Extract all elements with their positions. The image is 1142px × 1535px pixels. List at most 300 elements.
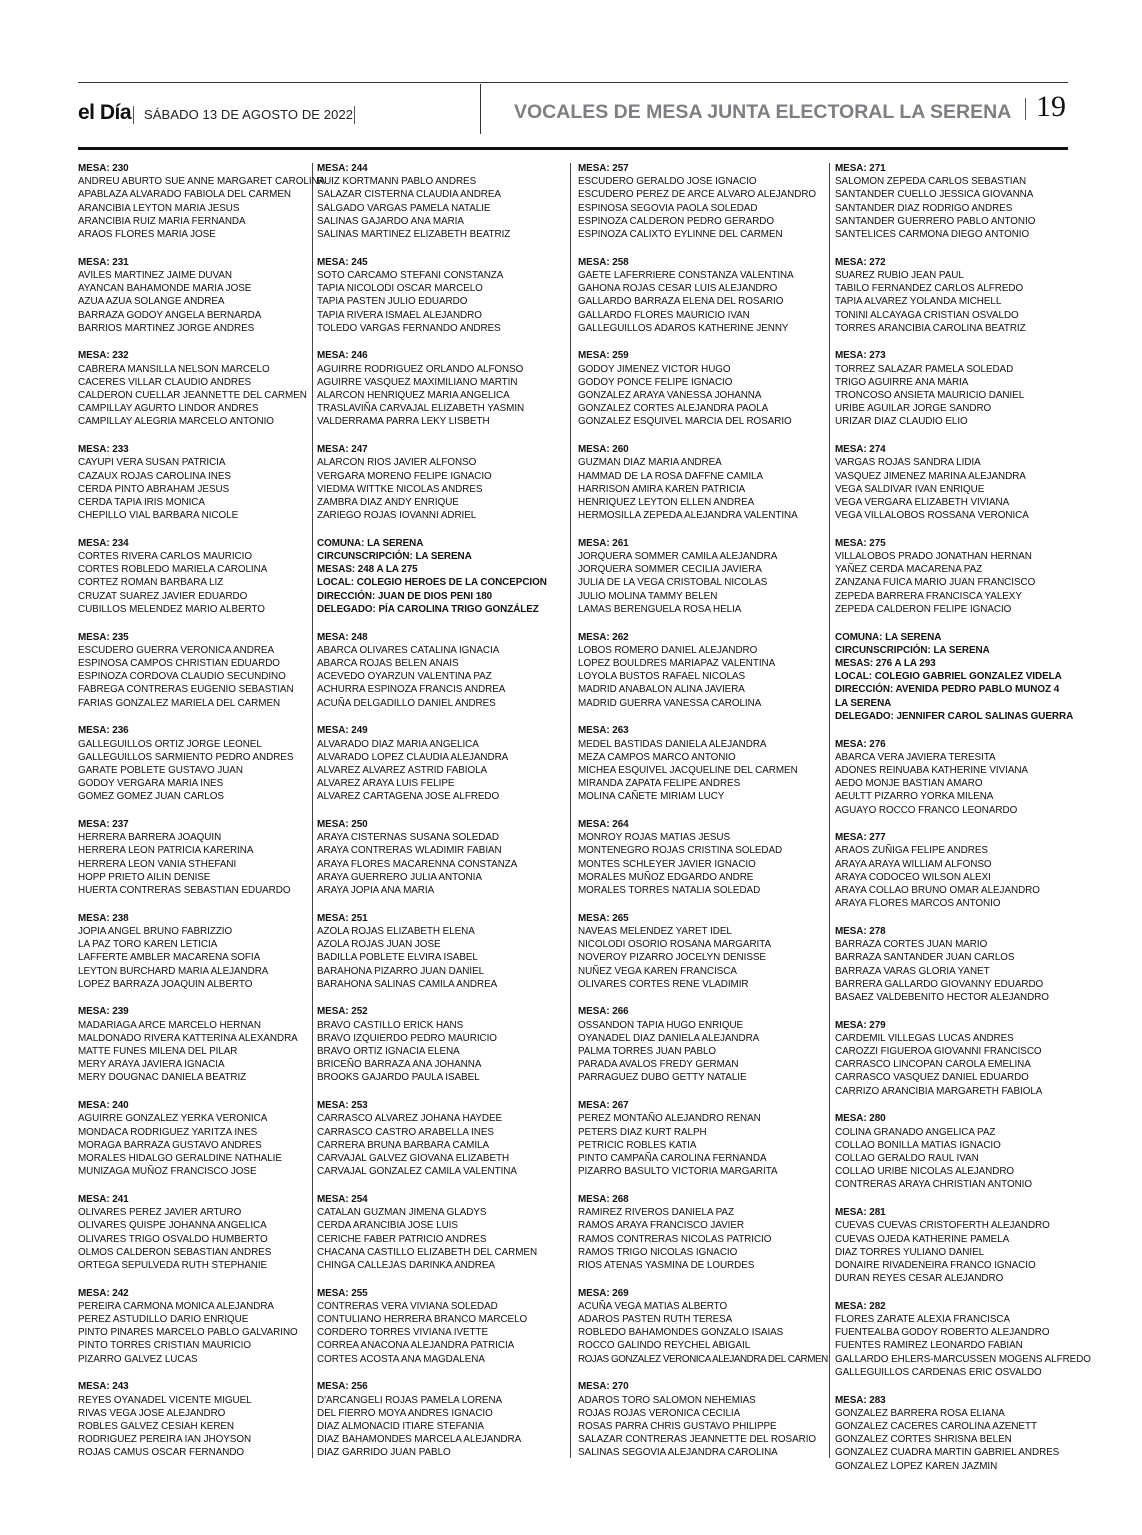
vocal-name: ABARCA VERA JAVIERA TERESITA [835,751,996,763]
mesa-number: MESA: 248 [317,631,368,643]
vocal-name: CORTEZ ROMAN BARBARA LIZ [78,577,224,589]
mesa-number: MESA: 282 [835,1300,886,1312]
header-bottom-rule [78,147,1068,150]
vocal-name: GONZALEZ CORTES ALEJANDRA PAOLA [578,403,769,415]
vocal-name: TABILO FERNANDEZ CARLOS ALFREDO [835,283,1024,295]
mesa-number: MESA: 265 [578,912,629,924]
vocal-name: ZAMBRA DIAZ ANDY ENRIQUE [317,496,459,508]
mesa-block [578,162,823,241]
mesa-number: MESA: 260 [578,444,629,456]
vocal-name: DIAZ ALMONACID ITIARE STEFANIA [317,1420,484,1432]
vocal-name: JOPIA ANGEL BRUNO FABRIZZIO [78,925,233,937]
mesa-block [578,912,823,991]
vocal-name: HUERTA CONTRERAS SEBASTIAN EDUARDO [78,885,291,897]
mesa-block [578,1005,823,1084]
vocal-name: ROJAS GONZALEZ VERONICA ALEJANDRA DEL CARMEN [578,1353,828,1365]
column-1 [78,162,326,1474]
mesa-number: MESA: 256 [317,1381,368,1393]
header-separator [354,106,355,124]
mesa-block [317,818,562,897]
vocal-name: CUBILLOS MELENDEZ MARIO ALBERTO [78,603,265,615]
vocal-name: ESCUDERO GERALDO JOSE IGNACIO [578,176,757,188]
mesa-number: MESA: 275 [835,537,886,549]
vocal-name: VERGARA MORENO FELIPE IGNACIO [317,470,492,482]
vocal-name: VASQUEZ JIMENEZ MARINA ALEJANDRA [835,470,1026,482]
header-separator [133,106,134,124]
vocal-name: ALVAREZ CARTAGENA JOSE ALFREDO [317,791,500,803]
mesa-block [317,1005,562,1084]
vocal-name: RIOS ATENAS YASMINA DE LOURDES [578,1259,755,1271]
vocal-name: PEREZ MONTAÑO ALEJANDRO RENAN [578,1113,761,1125]
vocal-name: GONZALEZ ARAYA VANESSA JOHANNA [578,390,762,402]
vocal-name: CRUZAT SUAREZ JAVIER EDUARDO [78,590,248,602]
vocal-name: MATTE FUNES MILENA DEL PILAR [78,1046,238,1058]
vocal-name: ROJAS CAMUS OSCAR FERNANDO [78,1447,245,1459]
vocal-name: PETERS DIAZ KURT RALPH [578,1126,707,1138]
vocal-name: MUNIZAGA MUÑOZ FRANCISCO JOSE [78,1166,257,1178]
vocal-name: BRAVO IZQUIERDO PEDRO MAURICIO [317,1032,497,1044]
vocal-name: GODOY VERGARA MARIA INES [78,778,224,790]
mesa-block [78,631,323,710]
vocal-name: PIZARRO GALVEZ LUCAS [78,1353,198,1365]
vocal-name: BROOKS GAJARDO PAULA ISABEL [317,1072,480,1084]
header-separator [1025,98,1026,120]
vocal-name: AGUIRRE RODRIGUEZ ORLANDO ALFONSO [317,363,524,375]
vocal-name: LOBOS ROMERO DANIEL ALEJANDRO [578,644,758,656]
vocal-name: FABREGA CONTRERAS EUGENIO SEBASTIAN [78,684,294,696]
vocal-name: MICHEA ESQUIVEL JACQUELINE DEL CARMEN [578,764,798,776]
vocal-name: CATALAN GUZMAN JIMENA GLADYS [317,1207,487,1219]
mesa-number: MESA: 266 [578,1006,629,1018]
vocal-name: OLIVARES CORTES RENE VLADIMIR [578,978,749,990]
vocal-name: TRONCOSO ANSIETA MAURICIO DANIEL [835,390,1025,402]
vocal-name: ADONES REINUABA KATHERINE VIVIANA [835,764,1028,776]
vocal-name: ESCUDERO GUERRA VERONICA ANDREA [78,644,274,656]
mesa-block [835,162,1080,241]
mesa-block [578,631,823,710]
vocal-name: ADAROS PASTEN RUTH TERESA [578,1314,733,1326]
vocal-name: ALVARADO LOPEZ CLAUDIA ALEJANDRA [317,751,509,763]
vocal-name: COLINA GRANADO ANGELICA PAZ [835,1126,996,1138]
mesa-block [317,724,562,803]
vocal-name: MADRID ANABALON ALINA JAVIERA [578,684,745,696]
mesa-block [317,443,562,522]
vocal-name: ABARCA ROJAS BELEN ANAIS [317,658,459,669]
vocal-name: BARAHONA SALINAS CAMILA ANDREA [317,978,498,990]
vocal-name: PEREZ ASTUDILLO DARIO ENRIQUE [78,1314,249,1326]
vocal-name: CHINGA CALLEJAS DARINKA ANDREA [317,1259,495,1271]
mesa-number: MESA: 247 [317,444,368,456]
vocal-name: NICOLODI OSORIO ROSANA MARGARITA [578,939,772,951]
vocal-name: GARATE POBLETE GUSTAVO JUAN [78,764,243,776]
column-3 [578,162,828,1474]
vocal-name: SALAZAR CISTERNA CLAUDIA ANDREA [317,189,501,201]
vocal-name: MOLINA CAÑETE MIRIAM LUCY [578,791,725,803]
vocal-name: DONAIRE RIVADENEIRA FRANCO IGNACIO [835,1259,1036,1271]
vocal-name: TORREZ SALAZAR PAMELA SOLEDAD [835,363,1014,375]
vocal-name: ZEPEDA CALDERON FELIPE IGNACIO [835,603,1012,615]
mesa-number: MESA: 235 [78,631,129,643]
mesa-block [835,1394,1080,1473]
vocal-name: GONZALEZ ESQUIVEL MARCIA DEL ROSARIO [578,416,792,428]
vocal-name: MEDEL BASTIDAS DANIELA ALEJANDRA [578,738,767,750]
mesa-block [835,925,1080,1004]
vocal-name: ARAOS FLORES MARIA JOSE [78,229,216,241]
vocal-name: BASAEZ VALDEBENITO HECTOR ALEJANDRO [835,991,1049,1003]
mesa-block [78,1193,323,1272]
location-line: LOCAL: COLEGIO HEROES DE LA CONCEPCION [317,577,547,589]
vocal-name: CONTRERAS VERA VIVIANA SOLEDAD [317,1300,498,1312]
vocal-name: AYANCAN BAHAMONDE MARIA JOSE [78,283,252,295]
vocal-name: GODOY JIMENEZ VICTOR HUGO [578,363,731,375]
location-line: MESAS: 248 A LA 275 [317,564,418,576]
vocal-name: GONZALEZ CORTES SHRISNA BELEN [835,1434,1012,1446]
vocal-name: URIZAR DIAZ CLAUDIO ELIO [835,416,968,428]
location-line: DELEGADO: PÍA CAROLINA TRIGO GONZÁLEZ [317,603,539,615]
vocal-name: GAETE LAFERRIERE CONSTANZA VALENTINA [578,269,794,281]
mesa-block [317,1099,562,1178]
mesa-block [317,256,562,335]
vocal-name: SOTO CARCAMO STEFANI CONSTANZA [317,269,504,281]
vocal-name: GALLARDO EHLERS-MARCUSSEN MOGENS ALFREDO [835,1353,1091,1365]
header-divider [480,84,481,134]
page-header [78,84,1068,144]
vocal-name: ROBLES GALVEZ CESIAH KEREN [78,1420,235,1432]
vocal-name: OSSANDON TAPIA HUGO ENRIQUE [578,1019,744,1031]
vocal-name: JORQUERA SOMMER CECILIA JAVIERA [578,564,762,576]
vocal-name: ACEVEDO OYARZUN VALENTINA PAZ [317,671,492,683]
mesa-block [78,256,323,335]
vocal-name: GAHONA ROJAS CESAR LUIS ALEJANDRO [578,283,778,295]
mesa-block [78,537,323,616]
vocal-name: ZARIEGO ROJAS IOVANNI ADRIEL [317,510,477,522]
vocal-name: GALLARDO FLORES MAURICIO IVAN [578,309,750,321]
vocal-name: ARAOS ZUÑIGA FELIPE ANDRES [835,845,988,857]
vocal-name: RAMOS ARAYA FRANCISCO JAVIER [578,1220,744,1232]
mesa-number: MESA: 272 [835,256,886,268]
vocal-name: MERY DOUGNAC DANIELA BEATRIZ [78,1072,247,1084]
vocal-name: CARVAJAL GONZALEZ CAMILA VALENTINA [317,1166,517,1178]
mesa-number: MESA: 283 [835,1394,886,1406]
mesa-block [78,724,323,803]
vocal-name: TOLEDO VARGAS FERNANDO ANDRES [317,322,501,334]
vocal-name: BARRERA GALLARDO GIOVANNY EDUARDO [835,978,1044,990]
mesa-block [317,631,562,710]
vocal-name: ABARCA OLIVARES CATALINA IGNACIA [317,644,500,656]
vocal-name: CARRASCO VASQUEZ DANIEL EDUARDO [835,1072,1029,1084]
mesa-number: MESA: 253 [317,1100,368,1112]
vocal-name: VALDERRAMA PARRA LEKY LISBETH [317,416,490,428]
vocal-name: HOPP PRIETO AILIN DENISE [78,871,211,883]
vocal-name: TAPIA RIVERA ISMAEL ALEJANDRO [317,309,482,321]
mesa-block [317,162,562,241]
vocal-name: ZEPEDA BARRERA FRANCISCA YALEXY [835,590,1022,602]
mesa-number: MESA: 279 [835,1019,886,1031]
vocal-name: VARGAS ROJAS SANDRA LIDIA [835,457,981,469]
vocal-name: LOPEZ BOULDRES MARIAPAZ VALENTINA [578,658,776,669]
vocal-name: CARRASCO ALVAREZ JOHANA HAYDEE [317,1113,503,1125]
mesa-block [578,1380,823,1459]
vocal-name: CORTES ACOSTA ANA MAGDALENA [317,1353,485,1365]
location-line: COMUNA: LA SERENA [835,631,942,643]
vocal-name: CAMPILLAY AGURTO LINDOR ANDRES [78,403,259,415]
vocal-name: MONROY ROJAS MATIAS JESUS [578,832,731,844]
mesa-number: MESA: 267 [578,1100,629,1112]
vocal-name: MERY ARAYA JAVIERA IGNACIA [78,1059,225,1071]
vocal-name: FUENTEALBA GODOY ROBERTO ALEJANDRO [835,1327,1050,1339]
vocal-name: BADILLA POBLETE ELVIRA ISABEL [317,952,478,964]
mesa-block [78,1005,323,1084]
vocal-name: SALINAS GAJARDO ANA MARIA [317,215,464,227]
vocal-name: SALINAS MARTINEZ ELIZABETH BEATRIZ [317,229,511,241]
vocal-name: OLIVARES TRIGO OSVALDO HUMBERTO [78,1233,268,1245]
vocal-name: DIAZ TORRES YULIANO DANIEL [835,1246,985,1258]
vocal-name: ARANCIBIA LEYTON MARIA JESUS [78,202,240,214]
vocal-name: SUAREZ RUBIO JEAN PAUL [835,269,964,281]
vocal-name: AZOLA ROJAS JUAN JOSE [317,939,441,951]
mesa-number: MESA: 252 [317,1006,368,1018]
vocal-name: VEGA VERGARA ELIZABETH VIVIANA [835,496,1010,508]
vocal-name: ESPINOZA CALIXTO EYLINNE DEL CARMEN [578,229,783,241]
vocal-name: GONZALEZ BARRERA ROSA ELIANA [835,1407,1005,1419]
vocal-name: GOMEZ GOMEZ JUAN CARLOS [78,791,224,803]
mesa-number: MESA: 251 [317,912,368,924]
vocal-name: MEZA CAMPOS MARCO ANTONIO [578,751,736,763]
vocal-name: MORAGA BARRAZA GUSTAVO ANDRES [78,1139,262,1151]
vocal-name: CERDA TAPIA IRIS MONICA [78,496,205,508]
mesa-block [578,443,823,522]
vocal-name: ARAYA COLLAO BRUNO OMAR ALEJANDRO [835,885,1040,897]
mesa-block [78,1099,323,1178]
mesa-block [78,1287,323,1366]
mesa-block [835,349,1080,428]
vocal-name: CAZAUX ROJAS CAROLINA INES [78,470,231,482]
vocal-name: CONTRERAS ARAYA CHRISTIAN ANTONIO [835,1179,1032,1191]
vocal-name: ALARCON RIOS JAVIER ALFONSO [317,457,477,469]
mesa-block [578,818,823,897]
vocal-name: MONTENEGRO ROJAS CRISTINA SOLEDAD [578,845,783,857]
vocal-name: CARRERA BRUNA BARBARA CAMILA [317,1139,490,1151]
vocal-name: AGUIRRE GONZALEZ YERKA VERONICA [78,1113,268,1125]
vocal-name: LOYOLA BUSTOS RAFAEL NICOLAS [578,671,746,683]
mesa-block [78,443,323,522]
vocal-name: ROBLEDO BAHAMONDES GONZALO ISAIAS [578,1327,784,1339]
vocal-name: MONDACA RODRIGUEZ YARITZA INES [78,1126,258,1138]
vocal-name: RIVAS VEGA JOSE ALEJANDRO [78,1407,226,1419]
mesa-block [835,738,1080,817]
vocal-name: ZANZANA FUICA MARIO JUAN FRANCISCO [835,577,1036,589]
mesa-number: MESA: 268 [578,1193,629,1205]
mesa-number: MESA: 270 [578,1381,629,1393]
mesa-number: MESA: 273 [835,350,886,362]
vocal-name: RAMOS CONTRERAS NICOLAS PATRICIO [578,1233,772,1245]
mesa-number: MESA: 237 [78,819,129,831]
mesa-block [78,349,323,428]
vocal-name: ADAROS TORO SALOMON NEHEMIAS [578,1394,756,1406]
vocal-name: ARANCIBIA RUIZ MARIA FERNANDA [78,215,246,227]
vocal-name: LAFFERTE AMBLER MACARENA SOFIA [78,952,261,964]
vocal-name: GALLEGUILLOS CARDENAS ERIC OSVALDO [835,1366,1042,1378]
mesa-number: MESA: 274 [835,444,886,456]
vocal-name: CERDA ARANCIBIA JOSE LUIS [317,1220,458,1232]
vocal-name: ALARCON HENRIQUEZ MARIA ANGELICA [317,390,510,402]
vocal-name: TONINI ALCAYAGA CRISTIAN OSVALDO [835,309,1019,321]
vocal-name: BARRAZA GODOY ANGELA BERNARDA [78,309,262,321]
vocal-name: CUEVAS CUEVAS CRISTOFERTH ALEJANDRO [835,1220,1050,1232]
vocal-name: CHEPILLO VIAL BARBARA NICOLE [78,510,239,522]
location-line: LA SERENA [835,697,892,709]
mesa-number: MESA: 280 [835,1113,886,1125]
column-4 [835,162,1091,1487]
vocal-name: DURAN REYES CESAR ALEJANDRO [835,1273,1004,1285]
vocal-name: CARVAJAL GALVEZ GIOVANA ELIZABETH [317,1153,510,1164]
vocal-name: PARRAGUEZ DUBO GETTY NATALIE [578,1072,747,1084]
header-top-rule [78,82,1068,83]
vocal-name: NOVEROY PIZARRO JOCELYN DENISSE [578,952,766,964]
vocal-name: AEULTT PIZARRO YORKA MILENA [835,791,994,803]
mesa-number: MESA: 240 [78,1100,129,1112]
mesa-block [317,1287,562,1366]
mesa-block [835,831,1080,910]
vocal-name: CUEVAS OJEDA KATHERINE PAMELA [835,1233,1010,1245]
vocal-name: AZUA AZUA SOLANGE ANDREA [78,296,225,308]
polling-location-info [835,631,1080,723]
mesa-number: MESA: 236 [78,725,129,737]
mesa-number: MESA: 264 [578,819,629,831]
vocal-name: ORTEGA SEPULVEDA RUTH STEPHANIE [78,1259,268,1271]
vocal-name: BARRAZA VARAS GLORIA YANET [835,965,990,977]
vocal-name: VILLALOBOS PRADO JONATHAN HERNAN [835,551,1032,563]
mesa-block [578,1099,823,1178]
vocal-name: GODOY PONCE FELIPE IGNACIO [578,376,733,388]
vocal-name: HARRISON AMIRA KAREN PATRICIA [578,483,746,495]
vocal-name: ALVAREZ ALVAREZ ASTRID FABIOLA [317,764,488,776]
vocal-name: GALLEGUILLOS ADAROS KATHERINE JENNY [578,322,789,334]
vocal-name: ROJAS ROJAS VERONICA CECILIA [578,1407,741,1419]
mesa-number: MESA: 231 [78,256,129,268]
vocal-name: HERRERA BARRERA JOAQUIN [78,832,222,844]
mesa-block [835,443,1080,522]
vocal-name: COLLAO GERALDO RAUL IVAN [835,1153,979,1164]
mesa-number: MESA: 271 [835,163,886,174]
vocal-name: AGUAYO ROCCO FRANCO LEONARDO [835,804,1018,816]
vocal-name: VEGA SALDIVAR IVAN ENRIQUE [835,483,985,495]
mesa-number: MESA: 261 [578,537,629,549]
vocal-name: SANTANDER GUERRERO PABLO ANTONIO [835,215,1036,227]
mesa-number: MESA: 281 [835,1207,886,1219]
mesa-number: MESA: 258 [578,256,629,268]
vocal-name: RUIZ KORTMANN PABLO ANDRES [317,176,477,188]
vocal-name: HERRERA LEON VANIA STHEFANI [78,858,237,870]
vocal-name: PEREIRA CARMONA MONICA ALEJANDRA [78,1300,274,1312]
vocal-name: CORTES ROBLEDO MARIELA CAROLINA [78,564,268,576]
mesa-block [835,537,1080,616]
vocal-name: ALVARADO DIAZ MARIA ANGELICA [317,738,479,750]
vocal-name: CAYUPI VERA SUSAN PATRICIA [78,457,226,469]
mesa-block [78,912,323,991]
vocal-name: AGUIRRE VASQUEZ MAXIMILIANO MARTIN [317,376,518,388]
mesa-number: MESA: 277 [835,832,886,844]
mesa-block [317,1380,562,1459]
vocal-name: CONTULIANO HERRERA BRANCO MARCELO [317,1314,528,1326]
vocal-name: ROCCO GALINDO REYCHEL ABIGAIL [578,1340,751,1352]
vocal-name: GUZMAN DIAZ MARIA ANDREA [578,457,722,469]
vocal-name: TORRES ARANCIBIA CAROLINA BEATRIZ [835,322,1026,334]
section-title: VOCALES DE MESA JUNTA ELECTORAL LA SERENA [514,101,1012,123]
vocal-name: PALMA TORRES JUAN PABLO [578,1046,717,1058]
vocal-name: CORTES RIVERA CARLOS MAURICIO [78,551,252,563]
vocal-name: PINTO TORRES CRISTIAN MAURICIO [78,1340,251,1352]
vocal-name: PINTO CAMPAÑA CAROLINA FERNANDA [578,1153,767,1164]
vocal-name: CARRASCO CASTRO ARABELLA INES [317,1126,494,1138]
mesa-number: MESA: 232 [78,350,129,362]
vocal-name: MIRANDA ZAPATA FELIPE ANDRES [578,778,741,790]
vocal-name: ARAYA CISTERNAS SUSANA SOLEDAD [317,832,499,844]
vocal-name: MADRID GUERRA VANESSA CAROLINA [578,697,762,709]
vocal-name: JORQUERA SOMMER CAMILA ALEJANDRA [578,551,778,563]
mesa-number: MESA: 249 [317,725,368,737]
mesa-block [78,818,323,897]
vocal-name: AEDO MONJE BASTIAN AMARO [835,778,983,790]
mesa-block [835,1019,1080,1098]
vocal-name: NUÑEZ VEGA KAREN FRANCISCA [578,965,737,977]
vocal-name: GALLEGUILLOS ORTIZ JORGE LEONEL [78,738,262,750]
vocal-name: MORALES TORRES NATALIA SOLEDAD [578,885,761,897]
vocal-name: BRAVO CASTILLO ERICK HANS [317,1019,464,1031]
column-2 [317,162,562,1474]
mesa-number: MESA: 233 [78,444,129,456]
vocal-name: OLIVARES PEREZ JAVIER ARTURO [78,1207,242,1219]
vocal-name: CHACANA CASTILLO ELIZABETH DEL CARMEN [317,1246,538,1258]
vocal-name: CARRIZO ARANCIBIA MARGARETH FABIOLA [835,1085,1043,1097]
vocal-name: JULIO MOLINA TAMMY BELEN [578,590,718,602]
mesa-block [578,1287,828,1366]
mesa-block [317,1193,562,1272]
vocal-name: FUENTES RAMIREZ LEONARDO FABIAN [835,1340,1023,1352]
vocal-name: HENRIQUEZ LEYTON ELLEN ANDREA [578,496,755,508]
vocal-name: SALGADO VARGAS PAMELA NATALIE [317,202,491,214]
vocal-name: COLLAO BONILLA MATIAS IGNACIO [835,1139,1001,1151]
mesa-number: MESA: 244 [317,163,368,174]
mesa-number: MESA: 230 [78,163,129,174]
mesa-block [578,1193,823,1272]
vocal-name: BARRAZA SANTANDER JUAN CARLOS [835,952,1015,964]
vocal-name: OYANADEL DIAZ DANIELA ALEJANDRA [578,1032,760,1044]
location-line: DIRECCIÓN: AVENIDA PEDRO PABLO MUNOZ 4 [835,684,1060,696]
vocal-name: ESCUDERO PEREZ DE ARCE ALVARO ALEJANDRO [578,189,817,201]
vocal-name: ARAYA CODOCEO WILSON ALEXI [835,871,991,883]
mesa-number: MESA: 245 [317,256,368,268]
vocal-name: APABLAZA ALVARADO FABIOLA DEL CARMEN [78,189,291,201]
vocal-name: LOPEZ BARRAZA JOAQUIN ALBERTO [78,978,253,990]
vocal-name: COLLAO URIBE NICOLAS ALEJANDRO [835,1166,1015,1178]
vocal-name: YAÑEZ CERDA MACARENA PAZ [835,564,983,576]
mesa-number: MESA: 257 [578,163,629,174]
vocal-name: CAMPILLAY ALEGRIA MARCELO ANTONIO [78,416,274,428]
vocal-name: ROSAS PARRA CHRIS GUSTAVO PHILIPPE [578,1420,777,1432]
vocal-name: CERICHE FABER PATRICIO ANDRES [317,1233,487,1245]
vocal-name: CARDEMIL VILLEGAS LUCAS ANDRES [835,1032,1014,1044]
vocal-name: BARRIOS MARTINEZ JORGE ANDRES [78,322,255,334]
location-line: MESAS: 276 A LA 293 [835,658,936,669]
vocal-name: ESPINOZA CALDERON PEDRO GERARDO [578,215,774,227]
mesa-block [835,1206,1080,1285]
vocal-name: SALAZAR CONTRERAS JEANNETTE DEL ROSARIO [578,1434,817,1446]
vocal-name: ARAYA FLORES MARCOS ANTONIO [835,898,1001,910]
vocal-name: BRICEÑO BARRAZA ANA JOHANNA [317,1059,482,1071]
vocal-name: MORALES HIDALGO GERALDINE NATHALIE [78,1153,282,1164]
mesa-number: MESA: 246 [317,350,368,362]
